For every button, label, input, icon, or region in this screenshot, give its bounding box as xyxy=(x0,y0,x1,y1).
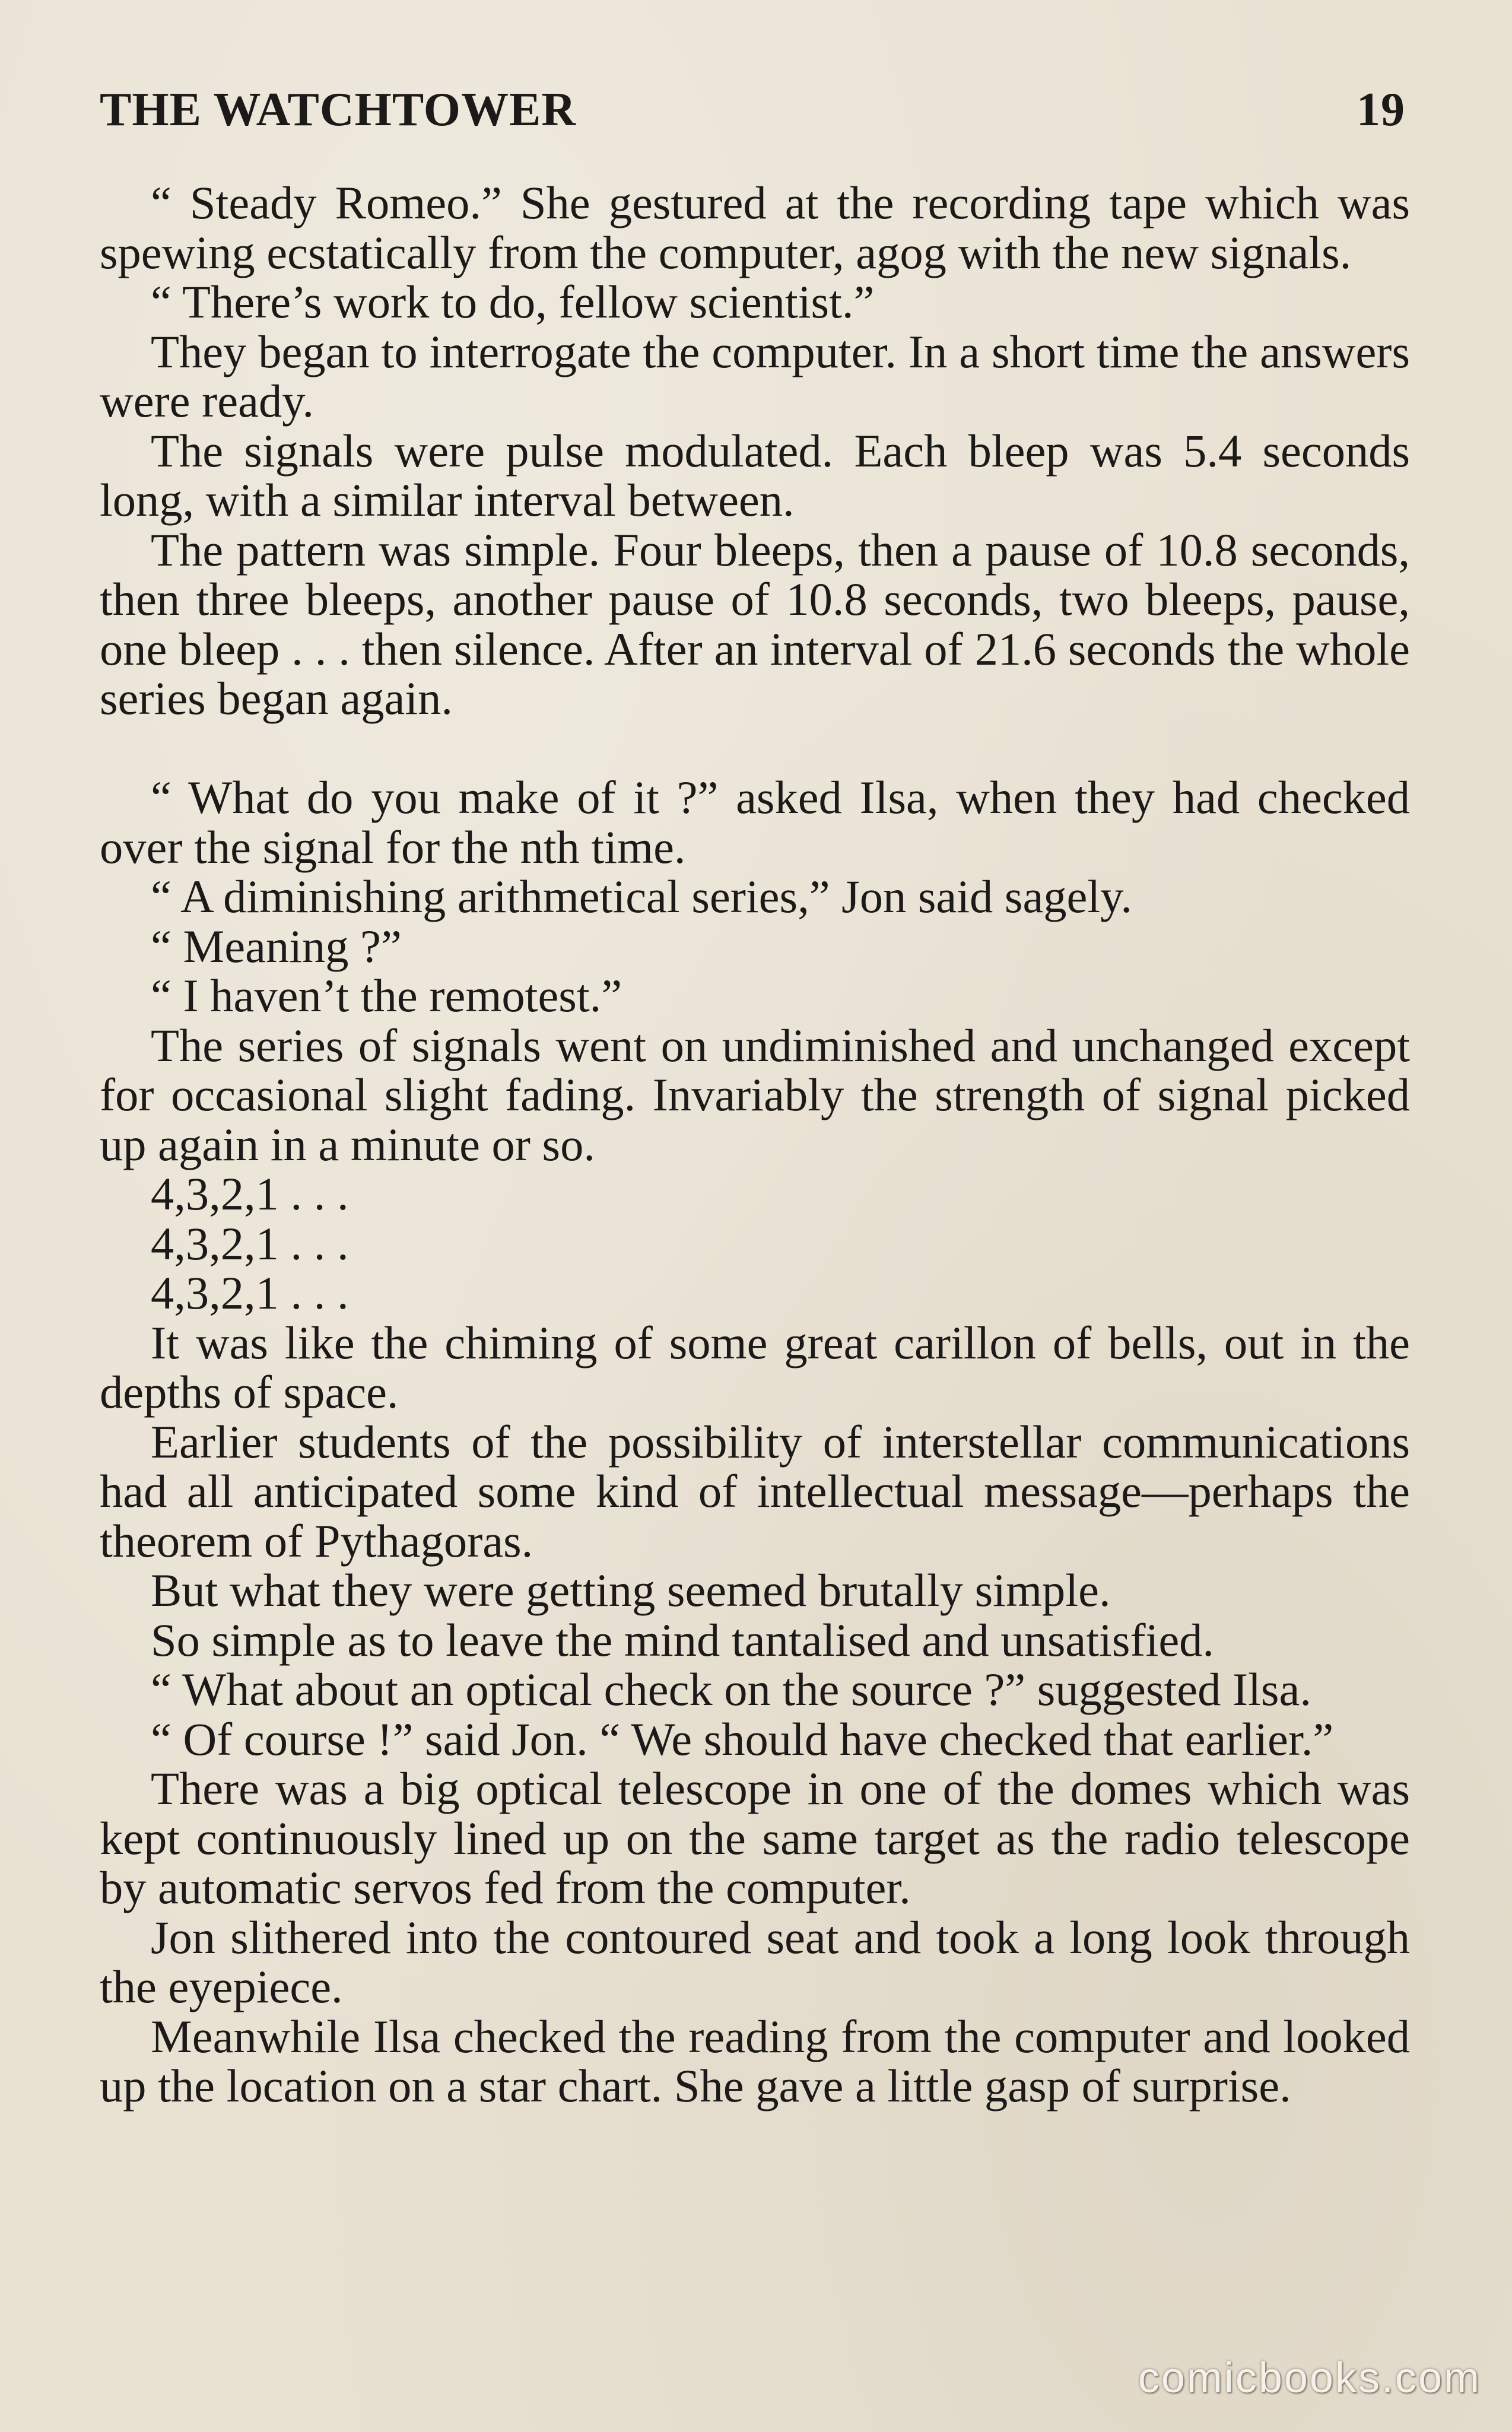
paragraph: “ Steady Romeo.” She gestured at the recording tape which was spewing ecstatically from the computer, agog with the new signals. xyxy=(100,177,1410,278)
paragraph: The pattern was simple. Four bleeps, then a pause of 10.8 seconds, then three bleeps, another pause of 10.8 seconds, two bleeps, pause, one bleep . . . then silence. After an interval of 21.6 seconds the whole series began again. xyxy=(100,523,1410,724)
body-text xyxy=(100,178,1410,2111)
paragraph: But what they were getting seemed brutally simple. xyxy=(151,1564,1111,1616)
paragraph: The series of signals went on undiminished and unchanged except for occasional slight fading. Invariably the strength of signal picked up again in a minute or so. xyxy=(100,1019,1410,1170)
paragraph: Earlier students of the possibility of interstellar communications had all anticipated some kind of intellectual message—perhaps the theorem of Pythagoras. xyxy=(100,1415,1410,1567)
paragraph: “ Meaning ?” xyxy=(151,920,402,972)
paragraph: “ What do you make of it ?” asked Ilsa, when they had checked over the signal for the nth time. xyxy=(100,771,1410,873)
paragraph: “ What about an optical check on the source ?” suggested Ilsa. xyxy=(151,1663,1311,1715)
site-watermark: comicbooks.com xyxy=(1138,2354,1481,2402)
paragraph: They began to interrogate the computer. In a short time the answers were ready. xyxy=(100,325,1410,427)
signal-sequence-line: 4,3,2,1 . . . xyxy=(151,1168,349,1220)
paragraph: “ A diminishing arithmetical series,” Jon said sagely. xyxy=(151,871,1132,922)
paragraph: Jon slithered into the contoured seat and took a long look through the eyepiece. xyxy=(100,1911,1410,2012)
paragraph: Meanwhile Ilsa checked the reading from the computer and looked up the location on a star chart. She gave a little gasp of surprise. xyxy=(100,2010,1410,2112)
page-number: 19 xyxy=(1357,84,1405,136)
running-title: THE WATCHTOWER xyxy=(100,84,577,136)
paragraph: So simple as to leave the mind tantalised and unsatisfied. xyxy=(151,1614,1215,1666)
paragraph: “ There’s work to do, fellow scientist.” xyxy=(151,276,875,328)
signal-sequence-line: 4,3,2,1 . . . xyxy=(151,1217,349,1269)
page-header xyxy=(100,83,1405,148)
paragraph: There was a big optical telescope in one of the domes which was kept continuously lined up on the same target as the radio telescope by automatic servos fed from the computer. xyxy=(100,1763,1410,1913)
signal-sequence-line: 4,3,2,1 . . . xyxy=(151,1267,349,1319)
paragraph: “ I haven’t the remotest.” xyxy=(151,970,622,1021)
paragraph: “ Of course !” said Jon. “ We should have checked that earlier.” xyxy=(151,1713,1334,1765)
paragraph: It was like the chiming of some great carillon of bells, out in the depths of space. xyxy=(100,1316,1410,1418)
paragraph: The signals were pulse modulated. Each bleep was 5.4 seconds long, with a similar interval between. xyxy=(100,424,1410,526)
